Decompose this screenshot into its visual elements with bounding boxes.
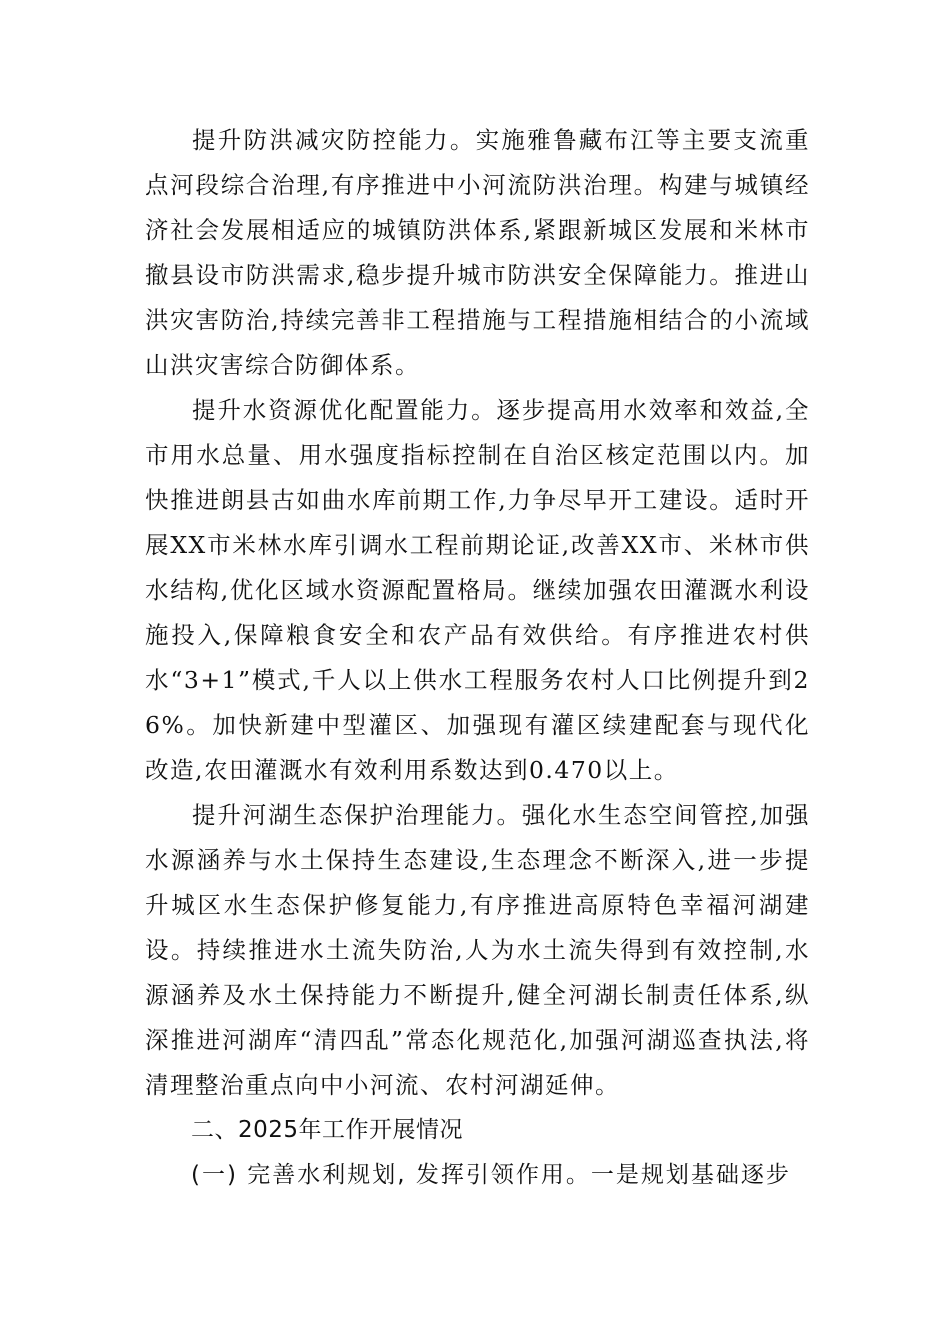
subsection-start: (一) 完善水利规划, 发挥引领作用。一是规划基础逐步 <box>191 1162 791 1188</box>
paragraph-water-resources: 提升水资源优化配置能力。逐步提高用水效率和效益,全市用水总量、用水强度指标控制在自治区核定范围以内。加快推进朗县古如曲水库前期工作,力争尽早开工建设。适时开展XX市米林水库引调水工程前期论证,改善XX市、米林市供水结构,优化区域水资源配置格局。继续加强农田灌溉水利设施投入,保障粮食安全和农产品有效供给。有序推进农村供水“3+1”模式,千人以上供水工程服务农村人口比例提升到26%。加快新建中型灌区、加强现有灌区续建配套与现代化改造,农田灌溉水有效利用系数达到0.470以上。 <box>145 396 810 784</box>
paragraph-river-lake-ecology: 提升河湖生态保护治理能力。强化水生态空间管控,加强水源涵养与水土保持生态建设,生态理念不断深入,进一步提升城区水生态保护修复能力,有序推进高原特色幸福河湖建设。持续推进水土流失防治,人为水土流失得到有效控制,水源涵养及水土保持能力不断提升,健全河湖长制责任体系,纵深推进河湖库“清四乱”常态化规范化,加强河湖巡查执法,将清理整治重点向中小河流、农村河湖延伸。 <box>145 801 810 1099</box>
paragraph-flood-control: 提升防洪减灾防控能力。实施雅鲁藏布江等主要支流重点河段综合治理,有序推进中小河流防洪治理。构建与城镇经济社会发展相适应的城镇防洪体系,紧跟新城区发展和米林市撤县设市防洪需求,稳步提升城市防洪安全保障能力。推进山洪灾害防治,持续完善非工程措施与工程措施相结合的小流域山洪灾害综合防御体系。 <box>145 126 810 379</box>
document-body <box>145 118 810 1198</box>
section-heading: 二、2025年工作开展情况 <box>191 1117 464 1143</box>
